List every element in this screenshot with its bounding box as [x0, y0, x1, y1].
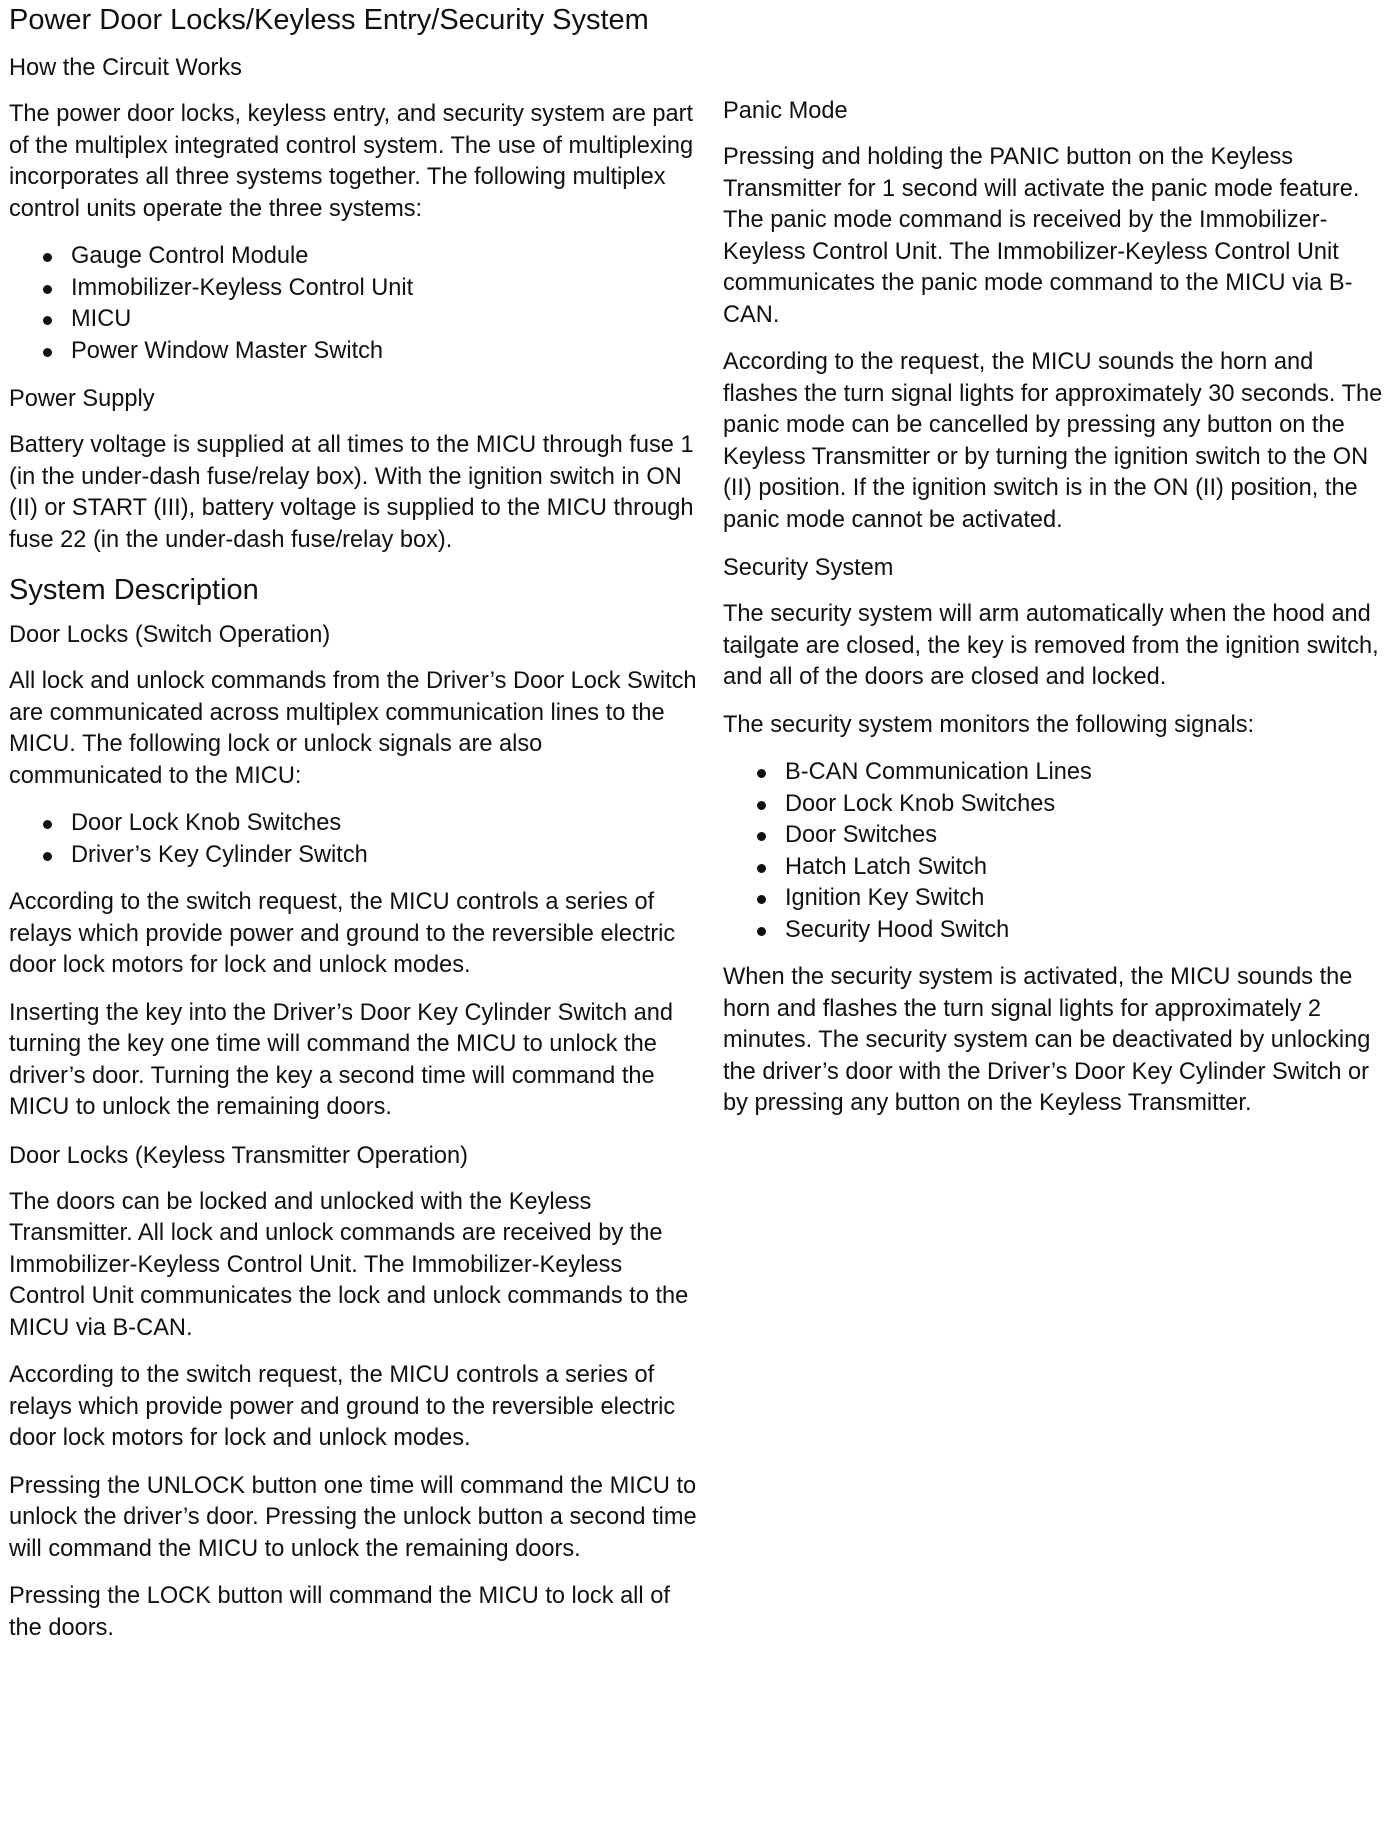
list-item-text: Door Lock Knob Switches: [71, 810, 342, 836]
bullet-icon: [43, 348, 52, 357]
security-system-heading: Security System: [723, 555, 894, 581]
bullet-icon: [43, 285, 52, 294]
list-item-text: B-CAN Communication Lines: [785, 759, 1092, 785]
list-item: [9, 273, 699, 305]
door-locks-keyless-paragraph-2: According to the switch request, the MICU controls a series of relays which provide power and ground to the reversible electric door lock motors for lock and unlock modes.: [9, 1362, 676, 1451]
list-item-text: MICU: [71, 306, 132, 332]
list-item: [723, 757, 1388, 789]
door-locks-keyless-paragraph-3: Pressing the UNLOCK button one time will command the MICU to unlock the driver’s door. Pressing the unlock button a second time will command the MICU to unlock the remaining doors.: [9, 1472, 697, 1562]
list-item: [9, 336, 699, 368]
page-title: Power Door Locks/Keyless Entry/Security System: [9, 4, 649, 36]
panic-mode-heading: Panic Mode: [723, 98, 848, 124]
list-item: [723, 852, 1388, 884]
list-item: [9, 840, 699, 872]
list-item-text: Immobilizer-Keyless Control Unit: [71, 274, 414, 301]
door-locks-switch-paragraph-3: Inserting the key into the Driver’s Door Key Cylinder Switch and turning the key one time will command the MICU to unlock the driver’s door. Turning the key a second time will command the MICU to unlock the remaining doors.: [9, 999, 673, 1120]
door-locks-switch-paragraph-1: All lock and unlock commands from the Driver’s Door Lock Switch are communicated across multiplex communication lines to the MICU. The following lock or unlock signals are also communicated to the MICU:: [9, 668, 697, 789]
switch-signals-list: [9, 808, 699, 871]
security-system-paragraph-3: When the security system is activated, the MICU sounds the horn and flashes the turn signal lights for approximately 2 minutes. The security system can be deactivated by unlocking the driver’s door with the Driver’s Door Key Cylinder Switch or by pressing any button on the Keyless Transmitter.: [723, 964, 1371, 1116]
list-item-text: Hatch Latch Switch: [785, 853, 987, 880]
list-item: [9, 241, 699, 273]
list-item: [9, 304, 699, 336]
bullet-icon: [43, 820, 52, 829]
list-item-text: Power Window Master Switch: [71, 337, 384, 364]
bullet-icon: [757, 801, 766, 810]
bullet-icon: [43, 316, 52, 325]
how-circuit-works-paragraph: The power door locks, keyless entry, and security system are part of the multiplex integrated control system. The use of multiplexing incorporates all three systems together. The following multiplex control units operate the three systems:: [9, 101, 694, 222]
security-system-paragraph-2: The security system monitors the following signals:: [723, 711, 1255, 738]
list-item: [9, 808, 699, 840]
door-locks-switch-heading: Door Locks (Switch Operation): [9, 622, 331, 648]
list-item-text: Door Switches: [785, 822, 938, 848]
list-item-text: Driver’s Key Cylinder Switch: [71, 841, 368, 868]
bullet-icon: [757, 864, 766, 873]
list-item: [723, 820, 1388, 852]
door-locks-keyless-paragraph-4: Pressing the LOCK button will command the MICU to lock all of the doors.: [9, 1583, 670, 1641]
list-item: [723, 883, 1388, 915]
security-system-paragraph-1: The security system will arm automatically when the hood and tailgate are closed, the key is removed from the ignition switch, and all of the doors are closed and locked.: [723, 601, 1379, 690]
list-item: [723, 789, 1388, 821]
bullet-icon: [757, 832, 766, 841]
security-signals-list: [723, 757, 1388, 946]
list-item: [723, 915, 1388, 947]
system-description-heading: System Description: [9, 574, 259, 606]
list-item-text: Door Lock Knob Switches: [785, 790, 1056, 817]
list-item-text: Gauge Control Module: [71, 243, 309, 269]
door-locks-keyless-heading: Door Locks (Keyless Transmitter Operation): [9, 1142, 468, 1169]
panic-mode-paragraph-2: According to the request, the MICU sounds the horn and flashes the turn signal lights for approximately 30 seconds. The panic mode can be cancelled by pressing any button on the Keyless Transmitter or by turning the ignition switch to the ON (II) position. If the ignition switch is in the ON (II) position, the panic mode cannot be activated.: [723, 349, 1383, 533]
bullet-icon: [757, 927, 766, 936]
list-item-text: Security Hood Switch: [785, 916, 1010, 943]
how-circuit-works-heading: How the Circuit Works: [9, 55, 242, 81]
door-locks-keyless-paragraph-1: The doors can be locked and unlocked with the Keyless Transmitter. All lock and unlock commands are received by the Immobilizer-Keyless Control Unit. The Immobilizer-Keyless Control Unit communicates the lock and unlock commands to the MICU via B-CAN.: [9, 1188, 689, 1341]
bullet-icon: [43, 253, 52, 262]
door-locks-switch-paragraph-2: According to the switch request, the MICU controls a series of relays which provide power and ground to the reversible electric door lock motors for lock and unlock modes.: [9, 889, 676, 978]
control-units-list: [9, 241, 699, 367]
power-supply-paragraph: Battery voltage is supplied at all times to the MICU through fuse 1 (in the under-dash fuse/relay box). With the ignition switch in ON (II) or START (III), battery voltage is supplied to the MICU through fuse 22 (in the under-dash fuse/relay box).: [9, 432, 694, 553]
bullet-icon: [757, 769, 766, 778]
list-item-text: Ignition Key Switch: [785, 885, 985, 911]
right-column: [723, 95, 1388, 1136]
bullet-icon: [43, 852, 52, 861]
bullet-icon: [757, 895, 766, 904]
power-supply-heading: Power Supply: [9, 386, 155, 412]
panic-mode-paragraph-1: Pressing and holding the PANIC button on the Keyless Transmitter for 1 second will activate the panic mode feature. The panic mode command is received by the Immobilizer-Keyless Control Unit. The Immobilizer-Keyless Control Unit communicates the panic mode command to the MICU via B-CAN.: [723, 144, 1360, 328]
left-column: [9, 52, 699, 1660]
